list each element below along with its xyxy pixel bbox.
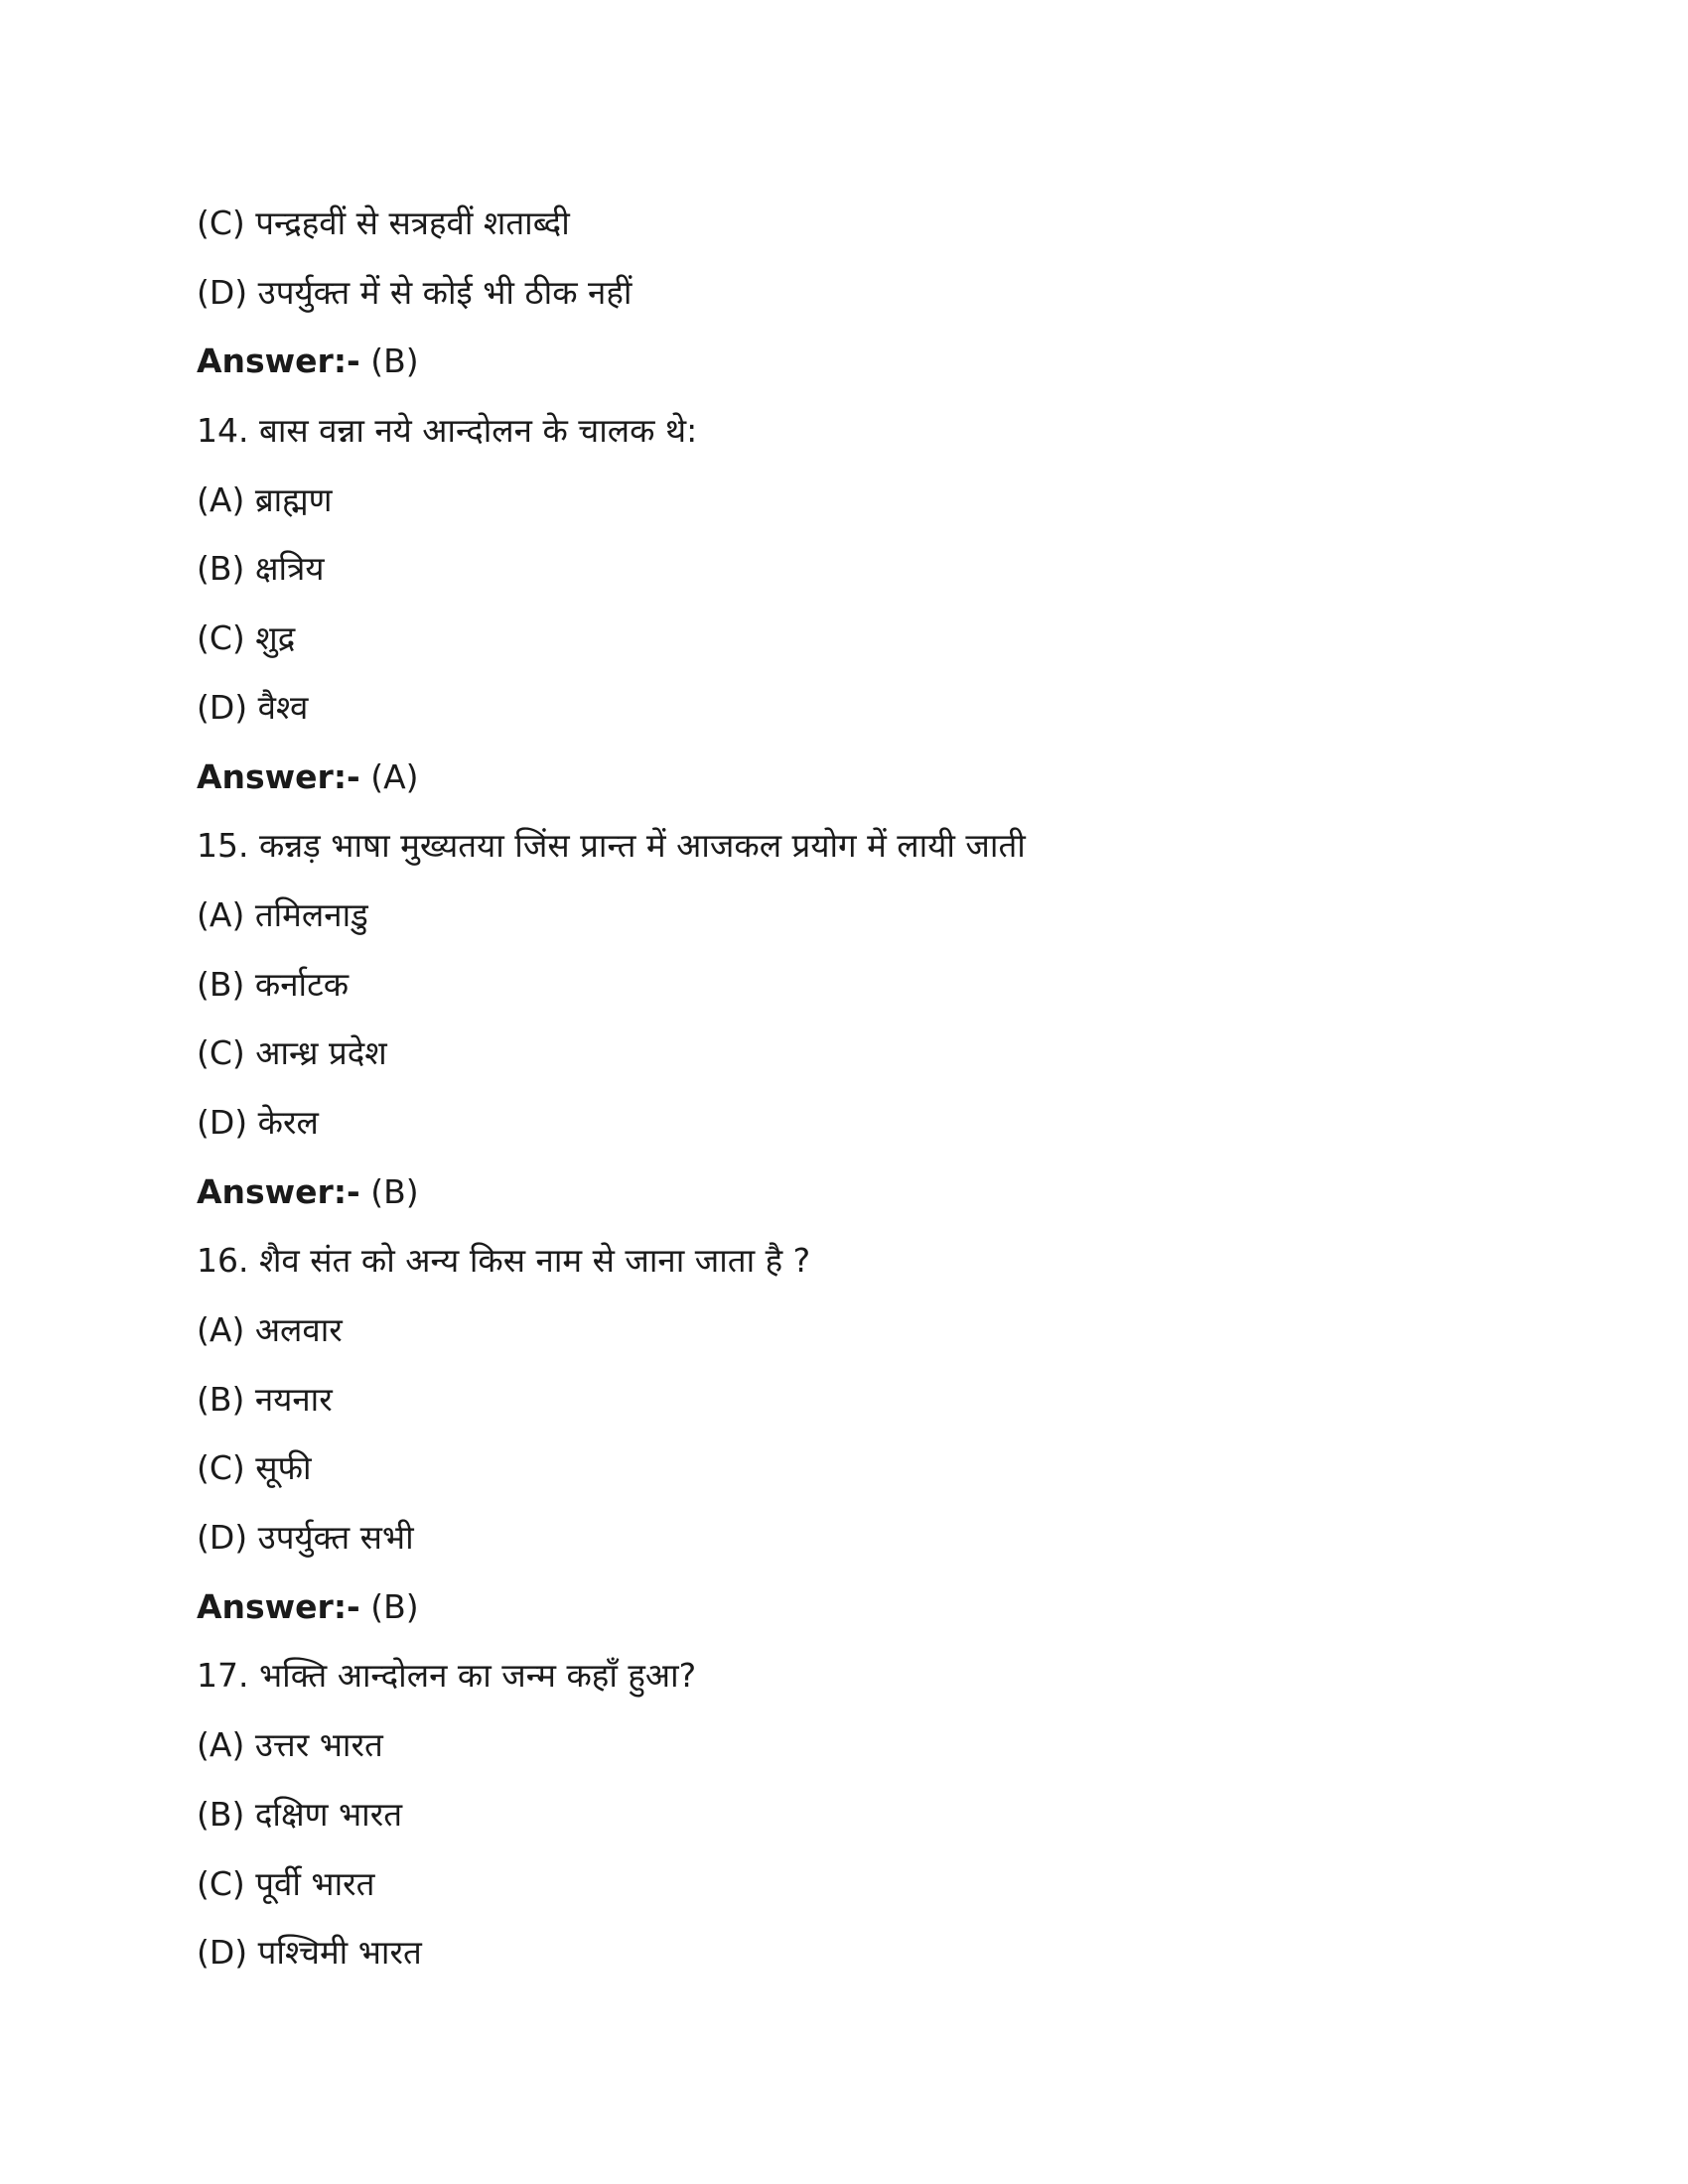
option-key: (A) [197, 1725, 245, 1765]
answer-line [197, 743, 1587, 812]
option-text: पूर्वी भारत [255, 1863, 375, 1903]
option-d [197, 1918, 1587, 1987]
answer-value: (B) [370, 341, 419, 381]
option-d [197, 258, 1587, 328]
option-text: केरल [257, 1102, 319, 1142]
option-key: (A) [197, 894, 245, 934]
option-c [197, 1019, 1587, 1088]
answer-label: Answer:- [197, 756, 360, 796]
option-d [197, 673, 1587, 743]
option-text: नयनार [254, 1379, 333, 1419]
option-a [197, 1710, 1587, 1780]
option-key: (C) [197, 1863, 245, 1903]
option-key: (B) [197, 964, 245, 1004]
answer-label: Answer:- [197, 341, 360, 381]
option-a [197, 466, 1587, 535]
option-key: (D) [197, 687, 248, 727]
option-text: सूफी [255, 1448, 312, 1488]
answer-value: (B) [370, 1171, 419, 1211]
option-key: (C) [197, 1033, 245, 1073]
answer-line [197, 1158, 1587, 1227]
option-b [197, 534, 1587, 604]
option-c [197, 189, 1587, 258]
answer-value: (B) [370, 1586, 419, 1626]
question-text: 14. बास वन्ना नये आन्दोलन के चालक थे: [197, 411, 698, 451]
option-key: (D) [197, 272, 248, 312]
option-key: (A) [197, 1310, 245, 1349]
option-text: तमिलनाडु [254, 894, 368, 934]
option-text: उपर्युक्त में से कोई भी ठीक नहीं [257, 272, 633, 312]
option-c [197, 1849, 1587, 1919]
option-b [197, 1365, 1587, 1434]
option-d [197, 1503, 1587, 1572]
option-d [197, 1088, 1587, 1158]
option-a [197, 1296, 1587, 1365]
option-key: (C) [197, 618, 245, 658]
question-text: 16. शैव संत को अन्य किस नाम से जाना जाता है ? [197, 1241, 811, 1281]
option-text: अलवार [254, 1310, 343, 1349]
answer-label: Answer:- [197, 1171, 360, 1211]
option-key: (D) [197, 1518, 248, 1558]
option-text: उपर्युक्त सभी [257, 1518, 414, 1558]
option-key: (A) [197, 479, 245, 519]
option-b [197, 1780, 1587, 1849]
option-c [197, 1433, 1587, 1503]
option-key: (D) [197, 1933, 248, 1973]
answer-line [197, 1572, 1587, 1642]
answer-line [197, 327, 1587, 396]
option-a [197, 881, 1587, 950]
option-text: पश्चिमी भारत [257, 1933, 422, 1973]
document-page [197, 189, 1587, 1987]
option-key: (C) [197, 1448, 245, 1488]
option-text: दक्षिण भारत [254, 1794, 403, 1834]
option-text: क्षत्रिय [254, 549, 325, 589]
option-text: ब्राह्मण [254, 479, 333, 519]
option-b [197, 950, 1587, 1020]
option-text: वैश्व [257, 687, 309, 727]
option-text: पन्द्रहवीं से सत्रहवीं शताब्दी [255, 204, 570, 242]
question-text: 15. कन्नड़ भाषा मुख्यतया जिंस प्रान्त में आजकल प्रयोग में लायी जाती [197, 826, 1026, 866]
option-key: (D) [197, 1102, 248, 1142]
option-c [197, 604, 1587, 673]
answer-label: Answer:- [197, 1586, 360, 1626]
option-key: (C) [197, 204, 245, 242]
option-key: (B) [197, 1794, 245, 1834]
option-text: आन्ध्र प्रदेश [255, 1033, 387, 1073]
option-key: (B) [197, 549, 245, 589]
option-text: कर्नाटक [254, 964, 350, 1004]
option-text: उत्तर भारत [254, 1725, 383, 1765]
question-text: 17. भक्ति आन्दोलन का जन्म कहाँ हुआ? [197, 1656, 697, 1696]
answer-value: (A) [370, 756, 419, 796]
option-key: (B) [197, 1379, 245, 1419]
option-text: शुद्र [255, 618, 296, 658]
